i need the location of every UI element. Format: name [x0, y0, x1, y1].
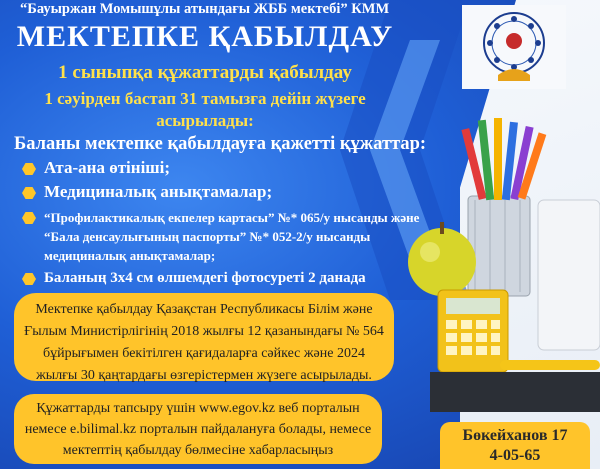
address-phone: 4-05-65: [489, 447, 541, 464]
page-title: МЕКТЕПКЕ ҚАБЫЛДАУ: [16, 20, 394, 53]
pencil-icon: [500, 360, 600, 370]
list-item-text: “Профилактикалық екпелер картасы” №* 065/у нысанды және “Бала денсаулығының паспорты” №* 052-2/у нысанды медициналық анықтамалар;: [44, 210, 420, 263]
calculator-icon: [438, 290, 508, 372]
list-item-text: Медициналық анықтамалар;: [44, 182, 273, 201]
school-logo-icon: [462, 5, 566, 89]
hexagon-bullet-icon: [22, 273, 36, 285]
table-surface: [430, 372, 600, 412]
period-line-2: асырылады:: [156, 111, 254, 130]
documents-list: [22, 158, 422, 287]
laptop-icon: [538, 200, 600, 350]
list-item: [22, 208, 422, 270]
hexagon-bullet-icon: [22, 163, 36, 175]
list-item-text: Баланың 3х4 см өлшемдегі фотосуреті 2 данада: [44, 270, 366, 286]
list-item: [22, 270, 422, 287]
address-box: [440, 422, 590, 469]
hexagon-bullet-icon: [22, 212, 36, 224]
list-item: [22, 158, 422, 182]
regulation-box: Мектепке қабылдау Қазақстан Республикасы Білім және Ғылым Министірлігінің 2018 жылғы 12 қазанындағы № 564 бұйрығымен бекітілген қағидаларға сәйкес және 2024 жылғы 30 қаңтардағы өзгерістермен жүзеге асырылады.: [14, 293, 394, 381]
list-item: [22, 182, 422, 208]
period-line-1: 1 сәуірден бастап 31 тамызға дейін жүзеге: [44, 89, 366, 108]
documents-heading: Баланы мектепке қабылдауға қажетті құжаттар:: [14, 134, 427, 154]
hexagon-bullet-icon: [22, 187, 36, 199]
list-item-text: Ата-ана өтініші;: [44, 158, 171, 177]
school-name: “Бауыржан Момышұлы атындағы ЖББ мектебі” КММ: [20, 1, 390, 17]
address-street: Бөкейханов 17: [462, 427, 568, 444]
subtitle: 1 сыныпқа құжаттарды қабылдау: [58, 62, 352, 83]
period-text: [0, 88, 410, 132]
submission-box: Құжаттарды тапсыру үшін www.egov.kz веб порталын немесе e.bilimal.kz порталын пайдалануға болады, немесе мектептің қабылдау бөлмесіне хабарласыңыз: [14, 394, 382, 464]
